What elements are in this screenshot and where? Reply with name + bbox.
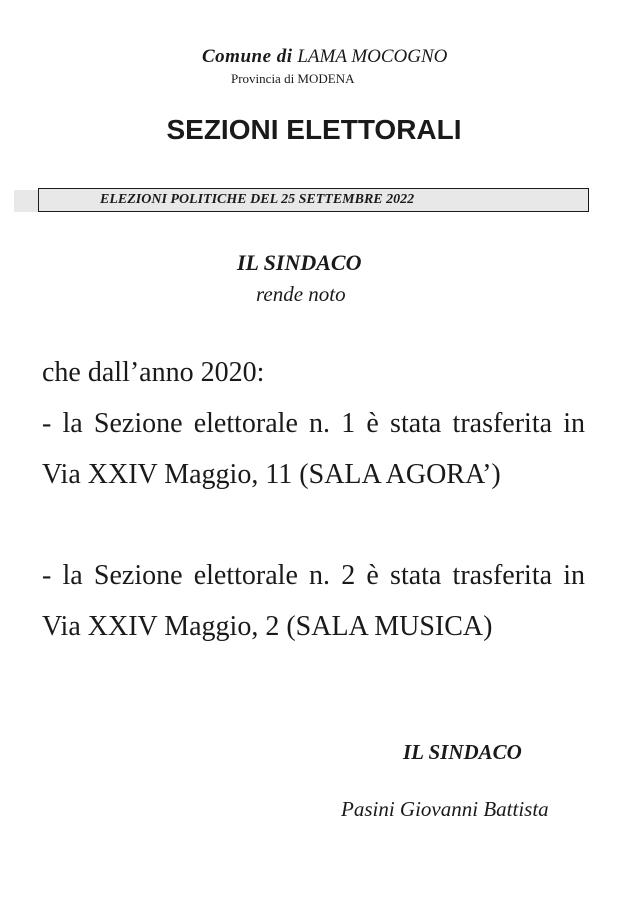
comune-prefix: Comune di [202,46,293,67]
election-banner-text: ELEZIONI POLITICHE DEL 25 SETTEMBRE 2022 [100,192,415,207]
comune-name: LAMA MOCOGNO [297,46,448,67]
banner-shade [14,190,38,212]
page-title: SEZIONI ELETTORALI [166,114,462,145]
section-1-notice: - la Sezione elettorale n. 1 è stata trasferita in Via XXIV Maggio, 11 (SALA AGORA’) [42,408,585,490]
announcement-issuer: IL SINDACO [237,250,362,275]
body-intro [42,347,585,398]
announcement-verb: rende noto [256,282,346,306]
list-item [42,398,585,500]
section-2-notice: - la Sezione elettorale n. 2 è stata trasferita in Via XXIV Maggio, 2 (SALA MUSICA) [42,560,585,642]
intro-text: che dall’anno 2020: [42,357,265,388]
signature-role: IL SINDACO [403,740,522,764]
signature-name: Pasini Giovanni Battista [341,797,549,821]
comune-header [202,46,447,68]
list-item [42,550,585,652]
provincia-line: Provincia di MODENA [231,71,355,86]
